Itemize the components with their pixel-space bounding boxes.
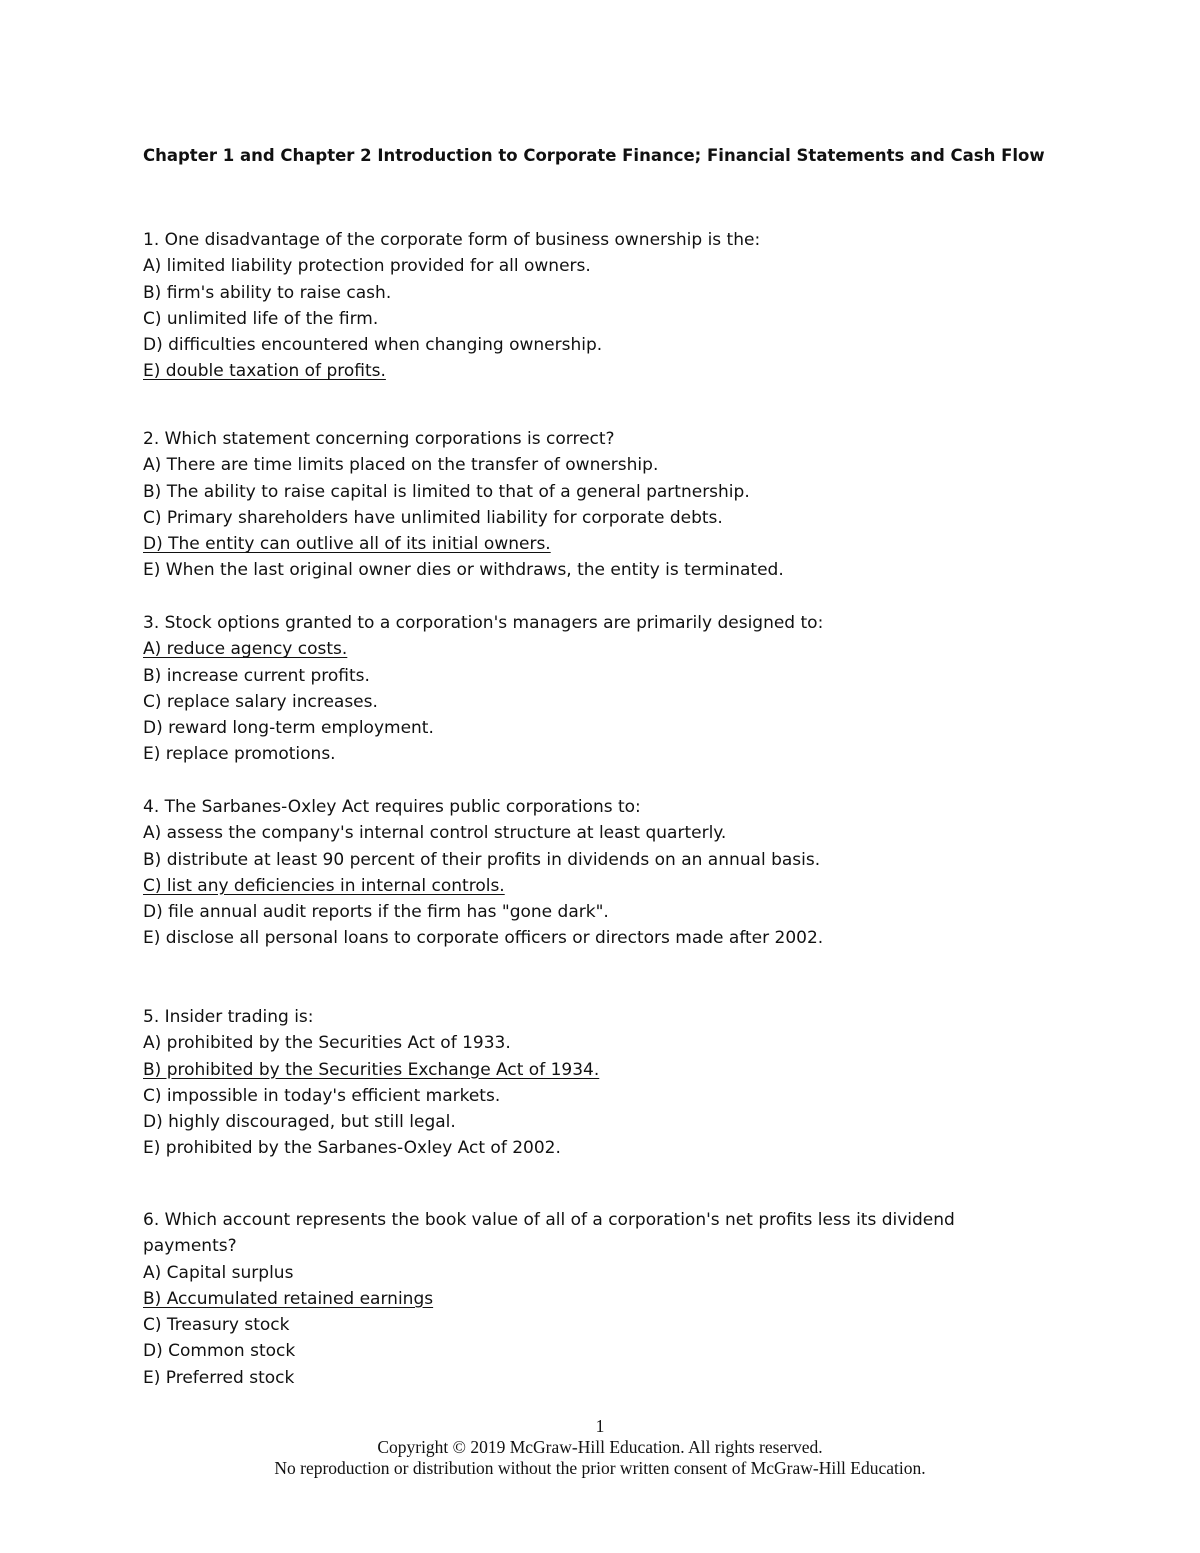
answer-option: A) assess the company's internal control structure at least quarterly. [143,823,727,844]
page-footer [0,1416,1200,1479]
answer-option: C) Treasury stock [143,1315,290,1336]
question-block [143,794,1023,952]
correct-answer-option: D) The entity can outlive all of its initial owners. [143,534,551,555]
correct-answer-option: E) double taxation of profits. [143,361,386,382]
answer-option: D) file annual audit reports if the firm has "gone dark". [143,902,609,923]
question-text: 3. Stock options granted to a corporation's managers are primarily designed to: [143,613,824,633]
answer-option: D) reward long-term employment. [143,718,434,739]
answer-option: C) Primary shareholders have unlimited liability for corporate debts. [143,507,723,528]
answer-option: B) distribute at least 90 percent of their profits in dividends on an annual basis. [143,849,821,870]
answer-option: E) replace promotions. [143,744,336,765]
answer-option: C) impossible in today's efficient markets. [143,1085,501,1106]
correct-answer-option: A) reduce agency costs. [143,639,348,660]
page-number: 1 [595,1416,605,1436]
question-text: 5. Insider trading is: [143,1007,314,1027]
question-block [143,227,1023,385]
question-text: 6. Which account represents the book value of all of a corporation's net profits less its dividend payments? [143,1210,955,1257]
document-body [143,143,1045,1388]
answer-option: A) There are time limits placed on the transfer of ownership. [143,455,659,476]
answer-option: E) prohibited by the Sarbanes-Oxley Act of 2002. [143,1138,561,1159]
distribution-notice: No reproduction or distribution without the prior written consent of McGraw-Hill Education. [274,1458,926,1478]
answer-option: A) Capital surplus [143,1262,294,1283]
correct-answer-option: B) prohibited by the Securities Exchange Act of 1934. [143,1059,600,1080]
correct-answer-option: B) Accumulated retained earnings [143,1288,434,1309]
answer-option: E) When the last original owner dies or withdraws, the entity is terminated. [143,560,784,581]
answer-option: E) Preferred stock [143,1367,295,1388]
document-title: Chapter 1 and Chapter 2 Introduction to Corporate Finance; Financial Statements and Cash Flow [143,146,1045,165]
answer-option: D) difficulties encountered when changing ownership. [143,335,603,356]
question-block [143,1207,1023,1391]
answer-option: A) limited liability protection provided for all owners. [143,256,591,277]
question-block [143,610,1023,768]
question-text: 2. Which statement concerning corporations is correct? [143,429,615,449]
answer-option: C) unlimited life of the firm. [143,308,379,329]
answer-option: C) replace salary increases. [143,691,378,712]
answer-option: B) The ability to raise capital is limited to that of a general partnership. [143,481,750,502]
answer-option: E) disclose all personal loans to corporate officers or directors made after 2002. [143,928,824,949]
copyright-notice: Copyright © 2019 McGraw-Hill Education. All rights reserved. [377,1437,823,1457]
answer-option: B) firm's ability to raise cash. [143,282,392,303]
answer-option: D) Common stock [143,1341,296,1362]
answer-option: A) prohibited by the Securities Act of 1933. [143,1033,511,1054]
question-text: 4. The Sarbanes-Oxley Act requires public corporations to: [143,797,641,817]
correct-answer-option: C) list any deficiencies in internal controls. [143,875,505,896]
question-text: 1. One disadvantage of the corporate form of business ownership is the: [143,230,761,250]
question-block [143,426,1023,584]
answer-option: D) highly discouraged, but still legal. [143,1112,456,1133]
answer-option: B) increase current profits. [143,665,370,686]
question-block [143,1004,1023,1162]
